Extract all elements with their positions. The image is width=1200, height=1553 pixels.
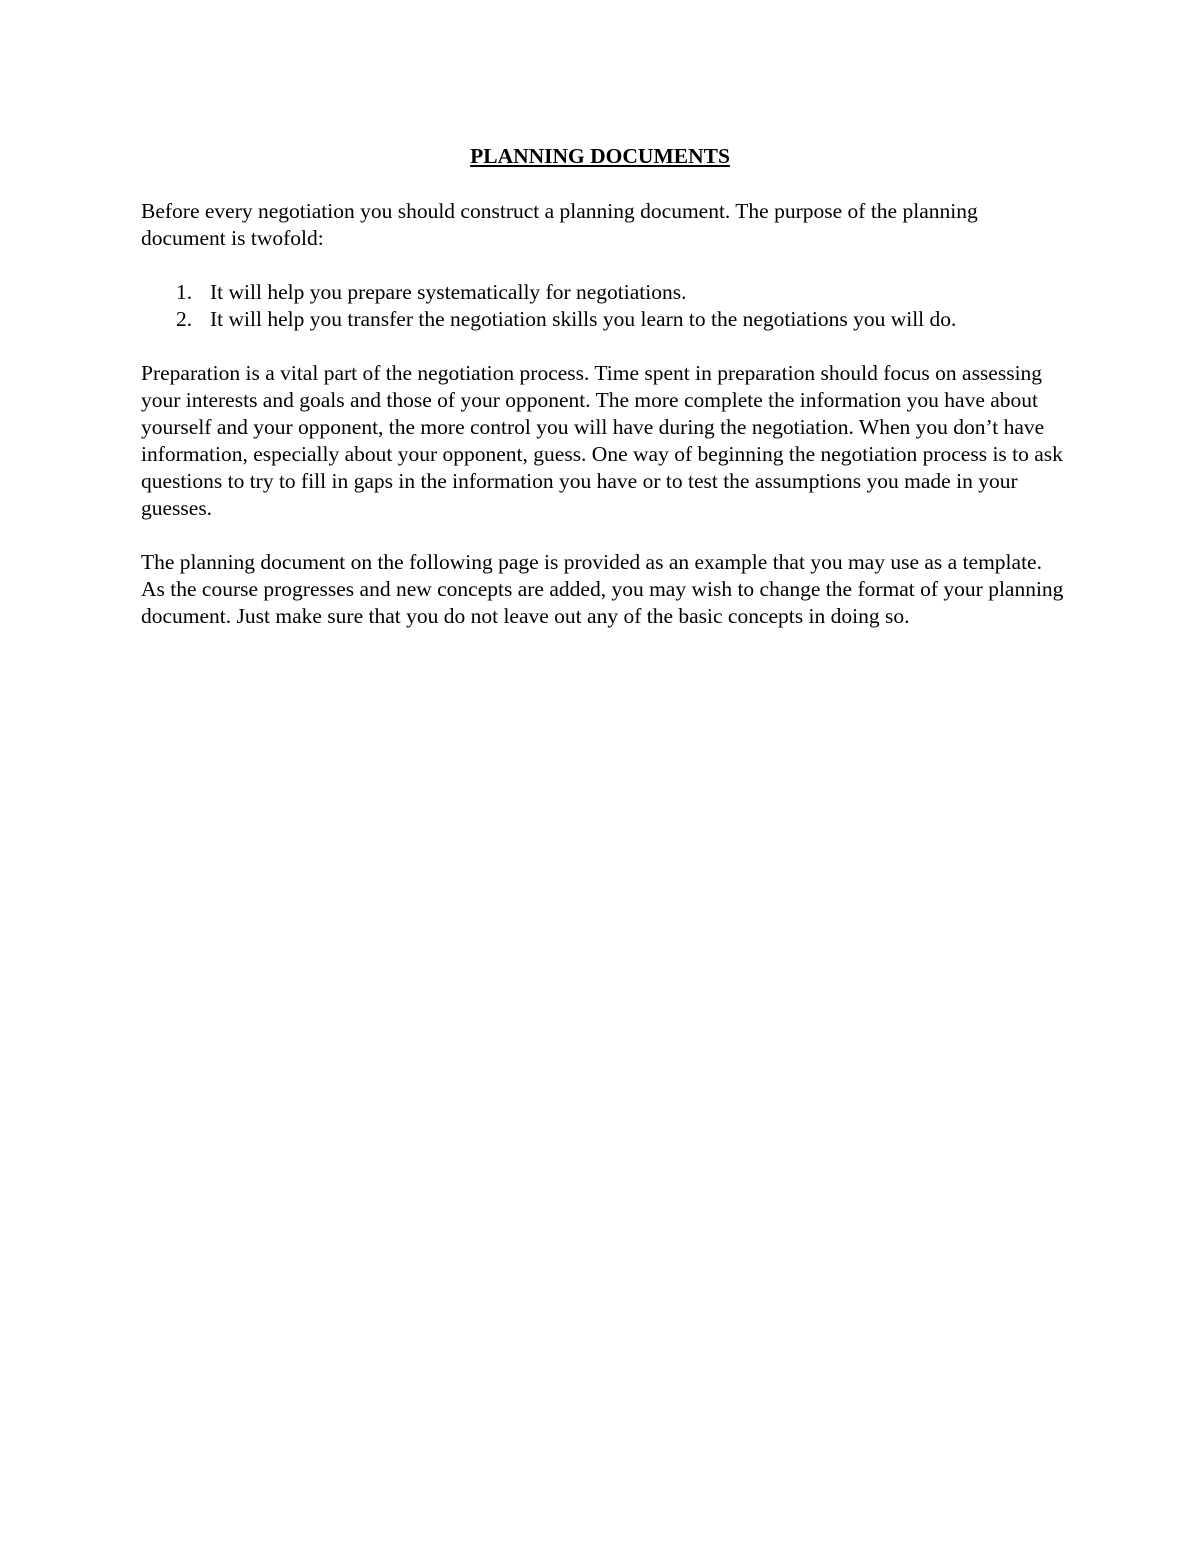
list-item [141, 306, 1066, 333]
list-item-number: 1. [176, 280, 193, 304]
list-item-number: 2. [176, 307, 193, 331]
template-paragraph: The planning document on the following page is provided as an example that you may use as a template. As the course progresses and new concepts are added, you may wish to change the format of your planning document. Just make sure that you do not leave out any of the basic concepts in doing so. [141, 550, 1064, 628]
list-item-text: It will help you transfer the negotiation skills you learn to the negotiations you will do. [210, 307, 957, 331]
list-item [141, 279, 1066, 306]
intro-paragraph: Before every negotiation you should construct a planning document. The purpose of the planning document is twofold: [141, 199, 978, 250]
purpose-list [141, 279, 1066, 333]
page-title: PLANNING DOCUMENTS [470, 144, 730, 168]
preparation-paragraph: Preparation is a vital part of the negotiation process. Time spent in preparation should focus on assessing your interests and goals and those of your opponent. The more complete the information you have about yourself and your opponent, the more control you will have during the negotiation. When you don’t have information, especially about your opponent, guess. One way of beginning the negotiation process is to ask questions to try to fill in gaps in the information you have or to test the assumptions you made in your guesses. [141, 361, 1063, 520]
list-item-text: It will help you prepare systematically for negotiations. [210, 280, 687, 304]
